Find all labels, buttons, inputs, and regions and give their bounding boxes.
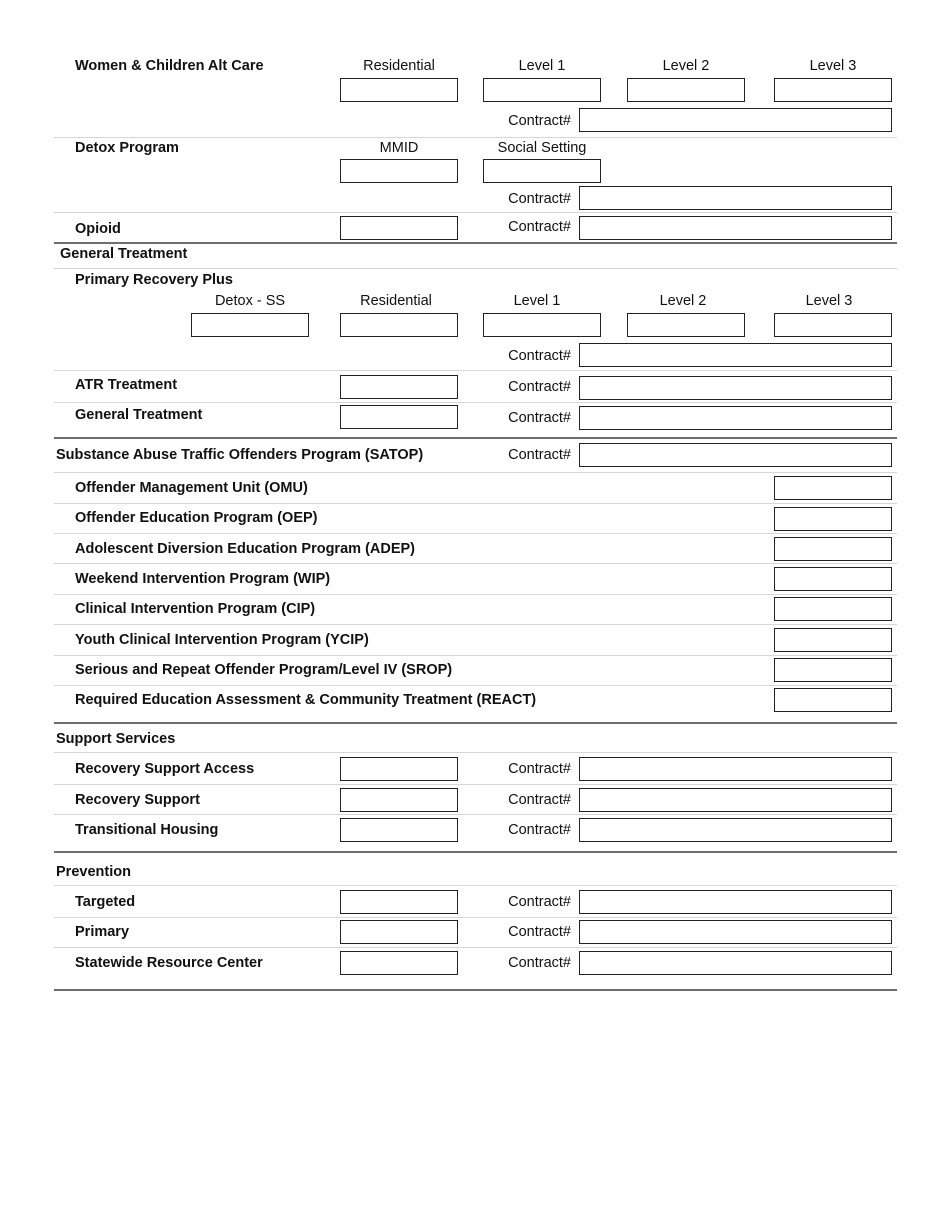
divider bbox=[54, 533, 897, 534]
prp-detox-ss-input[interactable] bbox=[191, 313, 309, 337]
support-services-heading: Support Services bbox=[56, 731, 176, 747]
program-react-input[interactable] bbox=[774, 688, 892, 712]
statewide-resource-center-label: Statewide Resource Center bbox=[75, 955, 263, 971]
divider bbox=[54, 947, 897, 948]
column-header-detox-ss: Detox - SS bbox=[214, 293, 286, 309]
divider bbox=[54, 594, 897, 595]
women-children-residential-input[interactable] bbox=[340, 78, 458, 102]
targeted-label: Targeted bbox=[75, 894, 136, 910]
program-cip-label: Clinical Intervention Program (CIP) bbox=[75, 601, 316, 617]
prevention-heading: Prevention bbox=[56, 864, 131, 880]
divider bbox=[54, 784, 897, 785]
program-react-label: Required Education Assessment & Community Treatment (REACT) bbox=[75, 692, 537, 708]
primary-label: Primary bbox=[75, 924, 130, 940]
detox-program-label: Detox Program bbox=[75, 140, 179, 156]
contract-label: Contract# bbox=[508, 822, 571, 838]
divider bbox=[54, 472, 897, 473]
section-divider bbox=[54, 722, 897, 724]
contract-label: Contract# bbox=[508, 191, 571, 207]
divider bbox=[54, 563, 897, 564]
column-header-residential: Residential bbox=[360, 293, 432, 309]
program-oep-input[interactable] bbox=[774, 507, 892, 531]
prp-level-3-input[interactable] bbox=[774, 313, 892, 337]
women-children-contract-input[interactable] bbox=[579, 108, 892, 132]
detox-mmid-input[interactable] bbox=[340, 159, 458, 183]
opioid-label: Opioid bbox=[75, 221, 121, 237]
general-treatment-contract-input[interactable] bbox=[579, 406, 892, 430]
section-divider bbox=[54, 437, 897, 439]
general-treatment-heading: General Treatment bbox=[60, 246, 188, 262]
section-divider bbox=[54, 851, 897, 853]
section-divider bbox=[54, 989, 897, 991]
column-header-mmid: MMID bbox=[379, 140, 419, 156]
program-adep-input[interactable] bbox=[774, 537, 892, 561]
column-header-residential: Residential bbox=[363, 58, 435, 74]
prp-level-1-input[interactable] bbox=[483, 313, 601, 337]
opioid-input[interactable] bbox=[340, 216, 458, 240]
divider bbox=[54, 655, 897, 656]
satop-heading: Substance Abuse Traffic Offenders Program (SATOP) bbox=[56, 447, 424, 463]
recovery-support-input[interactable] bbox=[340, 788, 458, 812]
general-treatment-input[interactable] bbox=[340, 405, 458, 429]
program-wip-label: Weekend Intervention Program (WIP) bbox=[75, 571, 331, 587]
program-omu-label: Offender Management Unit (OMU) bbox=[75, 480, 308, 496]
column-header-level-3: Level 3 bbox=[805, 293, 853, 309]
recovery-support-access-label: Recovery Support Access bbox=[75, 761, 255, 777]
recovery-support-access-input[interactable] bbox=[340, 757, 458, 781]
contract-label: Contract# bbox=[508, 379, 571, 395]
section-divider bbox=[54, 242, 897, 244]
prp-contract-input[interactable] bbox=[579, 343, 892, 367]
transitional-housing-input[interactable] bbox=[340, 818, 458, 842]
detox-social-setting-input[interactable] bbox=[483, 159, 601, 183]
transitional-housing-contract-input[interactable] bbox=[579, 818, 892, 842]
program-srop-input[interactable] bbox=[774, 658, 892, 682]
divider bbox=[54, 212, 897, 213]
primary-contract-input[interactable] bbox=[579, 920, 892, 944]
atr-treatment-input[interactable] bbox=[340, 375, 458, 399]
recovery-support-label: Recovery Support bbox=[75, 792, 200, 808]
contract-label: Contract# bbox=[508, 894, 571, 910]
program-cip-input[interactable] bbox=[774, 597, 892, 621]
primary-input[interactable] bbox=[340, 920, 458, 944]
prp-level-2-input[interactable] bbox=[627, 313, 745, 337]
contract-label: Contract# bbox=[508, 792, 571, 808]
divider bbox=[54, 370, 897, 371]
recovery-support-contract-input[interactable] bbox=[579, 788, 892, 812]
program-adep-label: Adolescent Diversion Education Program (ADEP) bbox=[75, 541, 416, 557]
column-header-level-3: Level 3 bbox=[809, 58, 857, 74]
women-children-level-2-input[interactable] bbox=[627, 78, 745, 102]
satop-contract-input[interactable] bbox=[579, 443, 892, 467]
statewide-resource-center-input[interactable] bbox=[340, 951, 458, 975]
divider bbox=[54, 917, 897, 918]
program-wip-input[interactable] bbox=[774, 567, 892, 591]
divider bbox=[54, 268, 897, 269]
contract-label: Contract# bbox=[508, 113, 571, 129]
column-header-social-setting: Social Setting bbox=[497, 140, 587, 156]
program-oep-label: Offender Education Program (OEP) bbox=[75, 510, 318, 526]
column-header-level-2: Level 2 bbox=[662, 58, 710, 74]
contract-label: Contract# bbox=[508, 410, 571, 426]
women-children-level-3-input[interactable] bbox=[774, 78, 892, 102]
contract-label: Contract# bbox=[508, 348, 571, 364]
divider bbox=[54, 624, 897, 625]
atr-contract-input[interactable] bbox=[579, 376, 892, 400]
detox-contract-input[interactable] bbox=[579, 186, 892, 210]
divider bbox=[54, 402, 897, 403]
divider bbox=[54, 885, 897, 886]
recovery-support-access-contract-input[interactable] bbox=[579, 757, 892, 781]
contract-label: Contract# bbox=[508, 219, 571, 235]
statewide-resource-center-contract-input[interactable] bbox=[579, 951, 892, 975]
transitional-housing-label: Transitional Housing bbox=[75, 822, 219, 838]
program-ycip-label: Youth Clinical Intervention Program (YCIP) bbox=[75, 632, 369, 648]
contract-label: Contract# bbox=[508, 447, 571, 463]
targeted-contract-input[interactable] bbox=[579, 890, 892, 914]
contract-label: Contract# bbox=[508, 955, 571, 971]
divider bbox=[54, 503, 897, 504]
divider bbox=[54, 137, 897, 138]
column-header-level-1: Level 1 bbox=[513, 293, 561, 309]
contract-label: Contract# bbox=[508, 761, 571, 777]
women-children-level-1-input[interactable] bbox=[483, 78, 601, 102]
program-omu-input[interactable] bbox=[774, 476, 892, 500]
opioid-contract-input[interactable] bbox=[579, 216, 892, 240]
atr-treatment-label: ATR Treatment bbox=[75, 377, 178, 393]
column-header-level-1: Level 1 bbox=[518, 58, 566, 74]
primary-recovery-plus-label: Primary Recovery Plus bbox=[75, 272, 233, 288]
program-ycip-input[interactable] bbox=[774, 628, 892, 652]
contract-label: Contract# bbox=[508, 924, 571, 940]
divider bbox=[54, 685, 897, 686]
general-treatment-label: General Treatment bbox=[75, 407, 203, 423]
program-srop-label: Serious and Repeat Offender Program/Level IV (SROP) bbox=[75, 662, 453, 678]
women-children-alt-care-label: Women & Children Alt Care bbox=[75, 58, 264, 74]
column-header-level-2: Level 2 bbox=[659, 293, 707, 309]
divider bbox=[54, 752, 897, 753]
divider bbox=[54, 814, 897, 815]
prp-residential-input[interactable] bbox=[340, 313, 458, 337]
targeted-input[interactable] bbox=[340, 890, 458, 914]
